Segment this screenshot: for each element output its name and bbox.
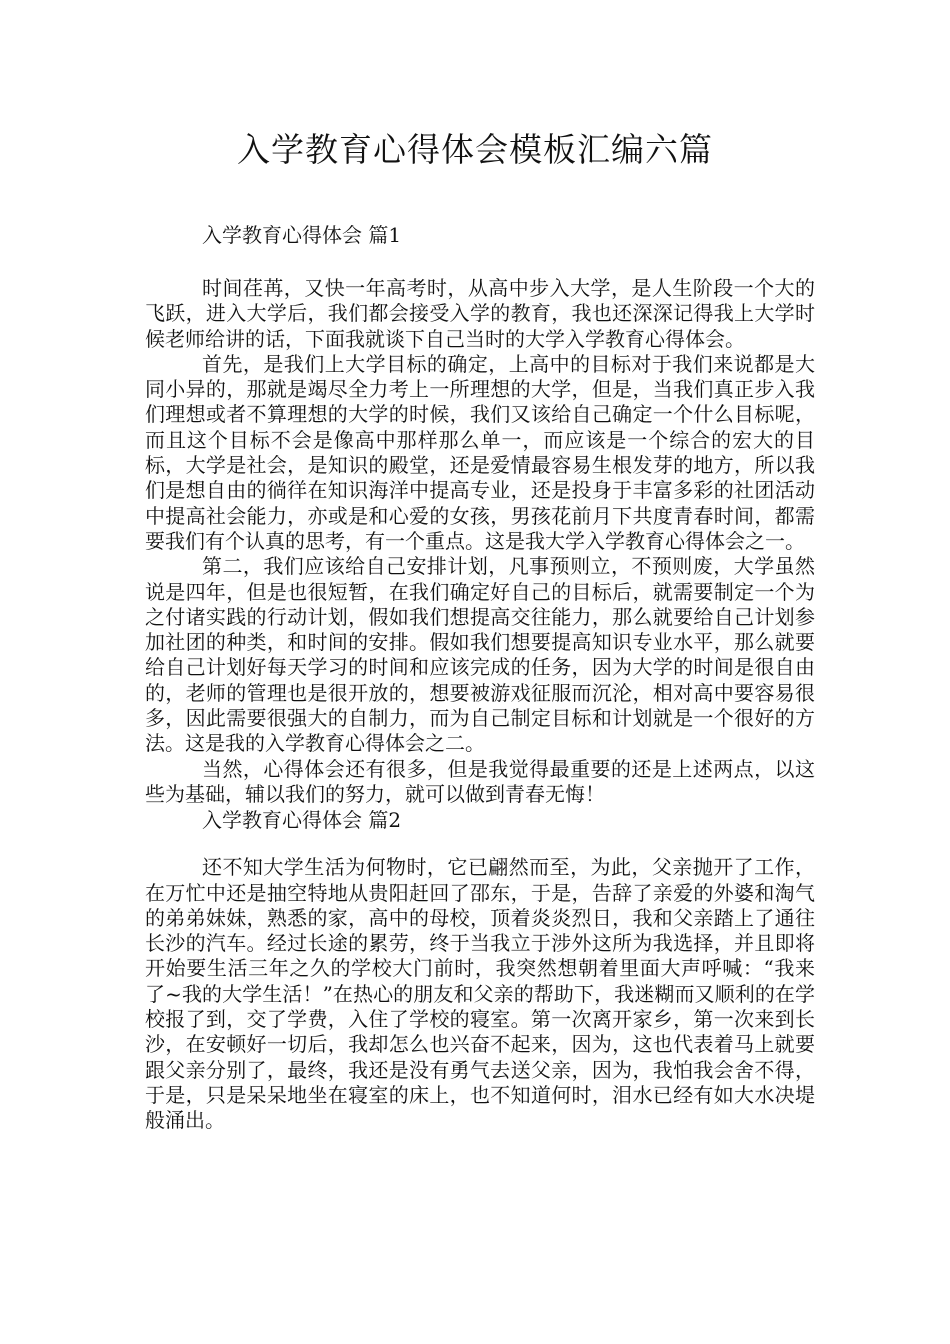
section-heading: 入学教育心得体会 篇1	[202, 223, 402, 247]
paragraph: 还不知大学生活为何物时，它已翩然而至，为此，父亲抛开了工作，在万忙中还是抽空特地从贵阳赶回了邵东，于是，告辞了亲爱的外婆和淘气的弟弟妹妹，熟悉的家，高中的母校，顶着炎炎烈日，我和父亲踏上了通往长沙的汽车。经过长途的累劳，终于当我立于涉外这所为我选择，并且即将开始要生活三年之久的学校大门前时，我突然想朝着里面大声呼喊：“我来了~我的大学生活！”在热心的朋友和父亲的帮助下，我迷糊而又顺利的在学校报了到，交了学费，入住了学校的寝室。第一次离开家乡，第一次来到长沙，在安顿好一切后，我却怎么也兴奋不起来，因为，这也代表着马上就要跟父亲分别了，最终，我还是没有勇气去送父亲，因为，我怕我会舍不得，于是，只是呆呆地坐在寝室的床上，也不知道何时，泪水已经有如大水决堤般涌出。	[145, 855, 815, 1133]
spacer	[145, 833, 815, 855]
section-heading: 入学教育心得体会 篇2	[202, 808, 402, 833]
paragraph: 时间荏苒，又快一年高考时，从高中步入大学，是人生阶段一个大的飞跃，进入大学后，我们都会接受入学的教育，我也还深深记得我上大学时候老师给讲的话，下面我就谈下自己当时的大学入学教育心得体会。	[145, 276, 815, 351]
document-title: 入学教育心得体会模板汇编六篇	[237, 130, 713, 169]
paragraph: 当然，心得体会还有很多，但是我觉得最重要的还是上述两点，以这些为基础，辅以我们的努力，就可以做到青春无悔！	[145, 756, 815, 806]
paragraph: 第二，我们应该给自己安排计划，凡事预则立，不预则废，大学虽然说是四年，但是也很短暂，在我们确定好自己的目标后，就需要制定一个为之付诸实践的行动计划，假如我们想提高交往能力，那么就要给自己计划参加社团的种类，和时间的安排。假如我们想要提高知识专业水平，那么就要给自己计划好每天学习的时间和应该完成的任务，因为大学的时间是很自由的，老师的管理也是很开放的，想要被游戏征服而沉沦，相对高中要容易很多，因此需要很强大的自制力，而为自己制定目标和计划就是一个很好的方法。这是我的入学教育心得体会之二。	[145, 554, 815, 756]
spacer	[145, 248, 815, 276]
document-body	[145, 222, 815, 1134]
paragraph: 首先，是我们上大学目标的确定，上高中的目标对于我们来说都是大同小异的，那就是竭尽全力考上一所理想的大学，但是，当我们真正步入我们理想或者不算理想的大学的时候，我们又该给自己确定一个什么目标呢，而且这个目标不会是像高中那样那么单一，而应该是一个综合的宏大的目标，大学是社会，是知识的殿堂，还是爱情最容易生根发芽的地方，所以我们是想自由的徜徉在知识海洋中提高专业，还是投身于丰富多彩的社团活动中提高社会能力，亦或是和心爱的女孩，男孩花前月下共度青春时间，都需要我们有个认真的思考，有一个重点。这是我大学入学教育心得体会之一。	[145, 351, 815, 553]
